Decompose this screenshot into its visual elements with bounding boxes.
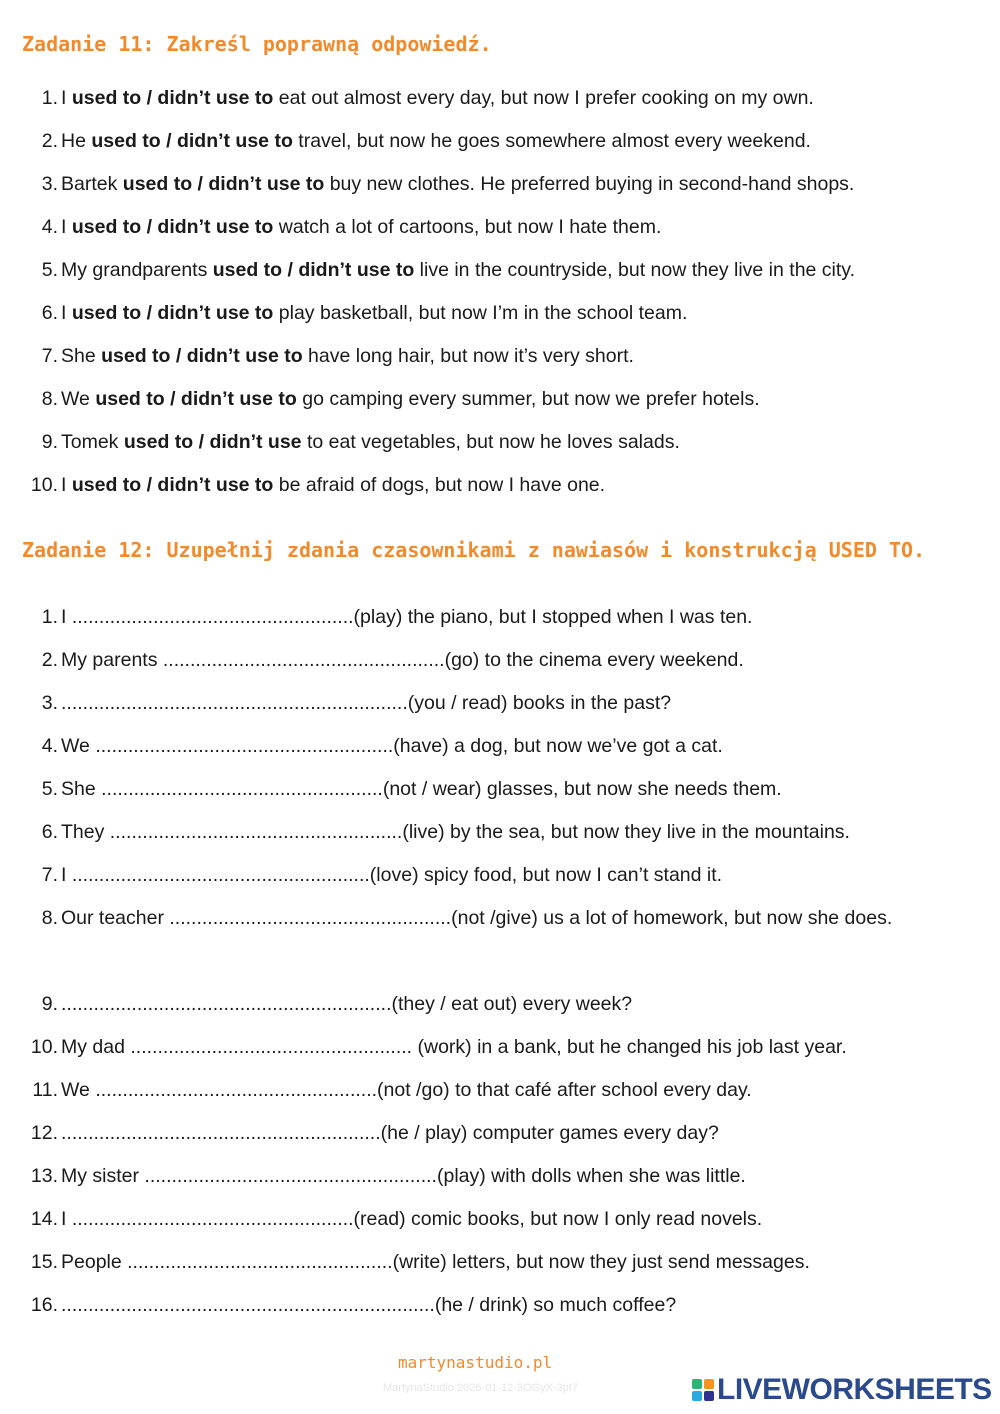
item-number: 4. — [41, 216, 58, 238]
sentence-start: I — [61, 216, 72, 238]
exercise-12-list — [0, 596, 980, 1327]
item-number: 8. — [41, 388, 58, 410]
fill-in-sentence[interactable]: I ....................................................(read) comic books, but now I only read novels. — [61, 1208, 763, 1230]
answer-options[interactable]: used to / didn’t use to — [71, 87, 274, 109]
item-sentence — [61, 163, 950, 206]
sentence-start: He — [61, 130, 92, 152]
item-number: 15. — [30, 1251, 58, 1273]
fill-in-sentence[interactable]: We ....................................................(not /go) to that café after school every day. — [61, 1079, 752, 1101]
item-number: 10. — [30, 1036, 58, 1058]
item-sentence — [61, 120, 950, 163]
item-number: 7. — [41, 345, 58, 367]
item-number: 11. — [32, 1079, 58, 1101]
sentence-end: buy new clothes. He preferred buying in second-hand shops. — [324, 173, 855, 195]
item-sentence — [61, 464, 950, 507]
exercise-11-item — [0, 464, 980, 507]
fill-in-sentence[interactable]: ...........................................................(he / play) computer games every day? — [61, 1122, 719, 1144]
sentence-end: to eat vegetables, but now he loves salads. — [301, 431, 680, 453]
exercise-12-item — [0, 682, 980, 725]
fill-in-sentence[interactable]: She ....................................................(not / wear) glasses, but now she needs them. — [61, 778, 782, 800]
liveworksheets-logo-icon — [692, 1379, 714, 1401]
sentence-end: be afraid of dogs, but now I have one. — [273, 474, 606, 496]
item-number: 10. — [30, 474, 58, 496]
item-number: 1. — [41, 606, 58, 628]
fill-in-sentence[interactable]: My sister ......................................................(play) with dolls when she was little. — [61, 1165, 746, 1187]
exercise-11-item — [0, 378, 980, 421]
exercise-12-item — [0, 983, 980, 1026]
exercise-11-item — [0, 335, 980, 378]
item-sentence — [61, 77, 950, 120]
exercise-11-item — [0, 77, 980, 120]
exercise-12-item — [0, 1284, 980, 1327]
exercise-12-item — [0, 1026, 980, 1069]
logo-square-3 — [692, 1391, 702, 1401]
answer-options[interactable]: used to / didn’t use to — [91, 130, 293, 152]
sentence-start: I — [61, 302, 72, 324]
item-sentence — [61, 378, 950, 421]
exercise-12-item — [0, 1198, 980, 1241]
answer-options[interactable]: used to / didn’t use to — [71, 302, 274, 324]
exercise-11-item — [0, 292, 980, 335]
fill-in-sentence[interactable]: People .................................................(write) letters, but now they just send messages. — [61, 1251, 810, 1273]
exercise-12-item — [0, 768, 980, 811]
fill-in-sentence[interactable]: .....................................................................(he / drink) so much coffee? — [61, 1294, 677, 1316]
fill-in-sentence[interactable]: ................................................................(you / read) books in the past? — [61, 692, 672, 714]
answer-options[interactable]: used to / didn’t use — [123, 431, 302, 453]
fill-in-sentence[interactable]: They ......................................................(live) by the sea, but now they live in the mountains. — [61, 821, 850, 843]
exercise-11-title: Zadanie 11: Zakreśl poprawną odpowiedź. — [22, 32, 492, 56]
item-number: 9. — [41, 993, 58, 1015]
sentence-end: go camping every summer, but now we prefer hotels. — [296, 388, 760, 410]
fill-in-sentence[interactable]: I ....................................................(play) the piano, but I stopped when I was ten. — [61, 606, 753, 628]
item-sentence — [61, 206, 950, 249]
exercise-12-item — [0, 596, 980, 639]
item-number: 2. — [41, 130, 58, 152]
answer-options[interactable]: used to / didn’t use to — [71, 474, 274, 496]
logo-square-4 — [704, 1391, 714, 1401]
item-number: 14. — [30, 1208, 58, 1230]
sentence-end: play basketball, but now I’m in the school team. — [273, 302, 688, 324]
exercise-12-item — [0, 639, 980, 682]
footer-site-link[interactable]: martynastudio.pl — [398, 1353, 553, 1372]
exercise-12-title: Zadanie 12: Uzupełnij zdania czasownikami z nawiasów i konstrukcją USED TO. — [22, 538, 926, 562]
exercise-12-item — [0, 1069, 980, 1112]
item-number: 16. — [30, 1294, 58, 1316]
exercise-11-item — [0, 249, 980, 292]
item-sentence — [61, 292, 950, 335]
fill-in-sentence[interactable]: My parents ....................................................(go) to the cinema every weekend. — [61, 649, 744, 671]
footer-document-id: MartynaStudio 2026-01-12-3OGyX-3pt7 — [383, 1382, 579, 1394]
fill-in-sentence[interactable]: We .......................................................(have) a dog, but now we’ve got a cat. — [61, 735, 723, 757]
exercise-12-item — [0, 854, 980, 897]
item-number: 5. — [41, 259, 58, 281]
sentence-end: eat out almost every day, but now I prefer cooking on my own. — [273, 87, 814, 109]
answer-options[interactable]: used to / didn’t use to — [95, 388, 297, 410]
item-number: 5. — [41, 778, 58, 800]
item-number: 2. — [41, 649, 58, 671]
sentence-start: I — [61, 87, 72, 109]
sentence-start: I — [61, 474, 72, 496]
sentence-start: Bartek — [61, 173, 123, 195]
exercise-12-item — [0, 1241, 980, 1284]
item-sentence — [61, 335, 950, 378]
answer-options[interactable]: used to / didn’t use to — [212, 259, 415, 281]
exercise-12-item — [0, 1112, 980, 1155]
exercise-12-item — [0, 811, 980, 854]
exercise-11-item — [0, 163, 980, 206]
logo-text: LIVEWORKSHEETS — [717, 1373, 992, 1406]
sentence-start: She — [61, 345, 102, 367]
sentence-start: We — [61, 388, 96, 410]
exercise-11-item — [0, 206, 980, 249]
sentence-end: travel, but now he goes somewhere almost every weekend. — [292, 130, 811, 152]
exercise-12-item — [0, 1155, 980, 1198]
sentence-start: Tomek — [61, 431, 124, 453]
item-number: 6. — [41, 302, 58, 324]
sentence-end: have long hair, but now it’s very short. — [302, 345, 634, 367]
item-number: 3. — [41, 692, 58, 714]
item-number: 9. — [41, 431, 58, 453]
exercise-12-item — [0, 725, 980, 768]
answer-options[interactable]: used to / didn’t use to — [71, 216, 274, 238]
exercise-11-list — [0, 77, 980, 507]
exercise-11-item — [0, 421, 980, 464]
fill-in-sentence[interactable]: My dad .................................................... (work) in a bank, but he changed his job last year. — [61, 1036, 847, 1058]
sentence-end: watch a lot of cartoons, but now I hate them. — [273, 216, 662, 238]
exercise-11-item — [0, 120, 980, 163]
item-sentence — [61, 249, 950, 292]
item-number: 3. — [41, 173, 58, 195]
fill-in-sentence[interactable]: Our teacher ....................................................(not /give) us a lot of homework, but now she does. — [61, 907, 893, 929]
answer-options[interactable]: used to / didn’t use to — [122, 173, 325, 195]
item-number: 4. — [41, 735, 58, 757]
item-number: 6. — [41, 821, 58, 843]
liveworksheets-logo[interactable] — [692, 1374, 992, 1406]
fill-in-sentence[interactable]: .............................................................(they / eat out) every week? — [61, 993, 633, 1015]
item-sentence — [61, 421, 950, 464]
sentence-start: My grandparents — [61, 259, 213, 281]
answer-options[interactable]: used to / didn’t use to — [101, 345, 303, 367]
item-number: 13. — [30, 1165, 58, 1187]
item-number: 8. — [41, 907, 58, 929]
fill-in-sentence[interactable]: I .......................................................(love) spicy food, but now I can’t stand it. — [61, 864, 723, 886]
item-number: 12. — [30, 1122, 58, 1144]
logo-square-1 — [692, 1379, 702, 1389]
item-number: 1. — [41, 87, 58, 109]
exercise-12-item — [0, 897, 980, 983]
logo-square-2 — [704, 1379, 714, 1389]
item-number: 7. — [41, 864, 58, 886]
sentence-end: live in the countryside, but now they live in the city. — [414, 259, 856, 281]
